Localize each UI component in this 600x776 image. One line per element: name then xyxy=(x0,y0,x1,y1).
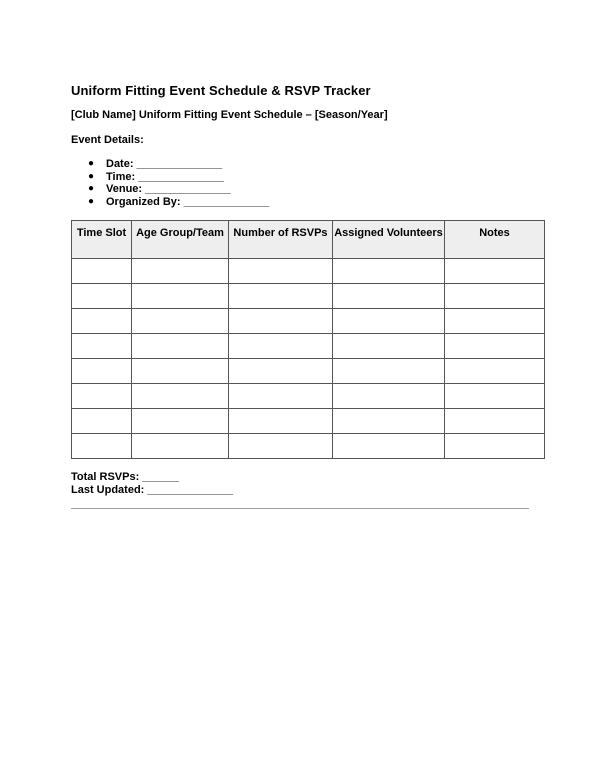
bullet-icon: ● xyxy=(88,170,95,182)
table-row xyxy=(72,409,545,434)
table-cell[interactable] xyxy=(132,434,229,459)
table-cell[interactable] xyxy=(229,259,333,284)
total-rsvps-line: Total RSVPs: ______ xyxy=(71,471,180,483)
table-row xyxy=(72,309,545,334)
table-row xyxy=(72,359,545,384)
header-time-slot: Time Slot xyxy=(72,221,132,259)
event-details-label: Event Details: xyxy=(71,134,144,146)
table-cell[interactable] xyxy=(445,359,545,384)
table-cell[interactable] xyxy=(72,284,132,309)
table-cell[interactable] xyxy=(132,384,229,409)
table-cell[interactable] xyxy=(333,384,445,409)
table-cell[interactable] xyxy=(333,434,445,459)
event-details-list xyxy=(88,158,269,208)
rsvp-tracker-table xyxy=(71,220,545,459)
table-cell[interactable] xyxy=(72,359,132,384)
table-cell[interactable] xyxy=(229,359,333,384)
table-cell[interactable] xyxy=(333,284,445,309)
table-header-row xyxy=(72,221,545,259)
table-cell[interactable] xyxy=(72,384,132,409)
table-row xyxy=(72,284,545,309)
header-number-of-rsvps: Number of RSVPs xyxy=(229,221,333,259)
detail-organized-by-text: Organized By: ______________ xyxy=(106,195,270,208)
table-cell[interactable] xyxy=(72,409,132,434)
detail-venue-text: Venue: ______________ xyxy=(106,183,231,195)
header-assigned-volunteers: Assigned Volunteers xyxy=(333,221,445,259)
table-row xyxy=(72,434,545,459)
table-cell[interactable] xyxy=(229,384,333,409)
table-cell[interactable] xyxy=(445,284,545,309)
detail-date-text: Date: ______________ xyxy=(106,158,223,170)
table-cell[interactable] xyxy=(72,309,132,334)
table-cell[interactable] xyxy=(333,359,445,384)
table-cell[interactable] xyxy=(132,359,229,384)
table-cell[interactable] xyxy=(229,434,333,459)
table-row xyxy=(72,259,545,284)
table-cell[interactable] xyxy=(445,309,545,334)
table-cell[interactable] xyxy=(445,409,545,434)
table-cell[interactable] xyxy=(72,259,132,284)
detail-organized-by xyxy=(88,196,269,209)
table-cell[interactable] xyxy=(445,434,545,459)
bullet-icon: ● xyxy=(88,183,95,194)
table-cell[interactable] xyxy=(229,284,333,309)
table-cell[interactable] xyxy=(229,334,333,359)
table-cell[interactable] xyxy=(72,434,132,459)
summary-footer xyxy=(71,471,233,497)
table-cell[interactable] xyxy=(132,309,229,334)
detail-venue xyxy=(88,183,269,196)
table-cell[interactable] xyxy=(132,284,229,309)
detail-date xyxy=(88,158,269,171)
document-subtitle: [Club Name] Uniform Fitting Event Schedule – [Season/Year] xyxy=(71,109,388,121)
table-cell[interactable] xyxy=(132,334,229,359)
detail-time-text: Time: ______________ xyxy=(106,170,224,183)
table-cell[interactable] xyxy=(72,334,132,359)
table-row xyxy=(72,334,545,359)
table-cell[interactable] xyxy=(333,259,445,284)
table-cell[interactable] xyxy=(445,384,545,409)
table-cell[interactable] xyxy=(333,309,445,334)
table-cell[interactable] xyxy=(445,334,545,359)
table-row xyxy=(72,384,545,409)
last-updated-line: Last Updated: ______________ xyxy=(71,484,234,496)
table-cell[interactable] xyxy=(229,309,333,334)
table-cell[interactable] xyxy=(132,259,229,284)
bullet-icon: ● xyxy=(88,158,95,169)
bullet-icon: ● xyxy=(88,195,95,207)
table-cell[interactable] xyxy=(229,409,333,434)
table-cell[interactable] xyxy=(333,409,445,434)
document-title: Uniform Fitting Event Schedule & RSVP Tracker xyxy=(71,83,371,98)
header-notes: Notes xyxy=(445,221,545,259)
header-age-group-team: Age Group/Team xyxy=(132,221,229,259)
table-cell[interactable] xyxy=(132,409,229,434)
table-cell[interactable] xyxy=(333,334,445,359)
table-cell[interactable] xyxy=(445,259,545,284)
detail-time xyxy=(88,171,269,184)
horizontal-divider xyxy=(71,508,529,509)
